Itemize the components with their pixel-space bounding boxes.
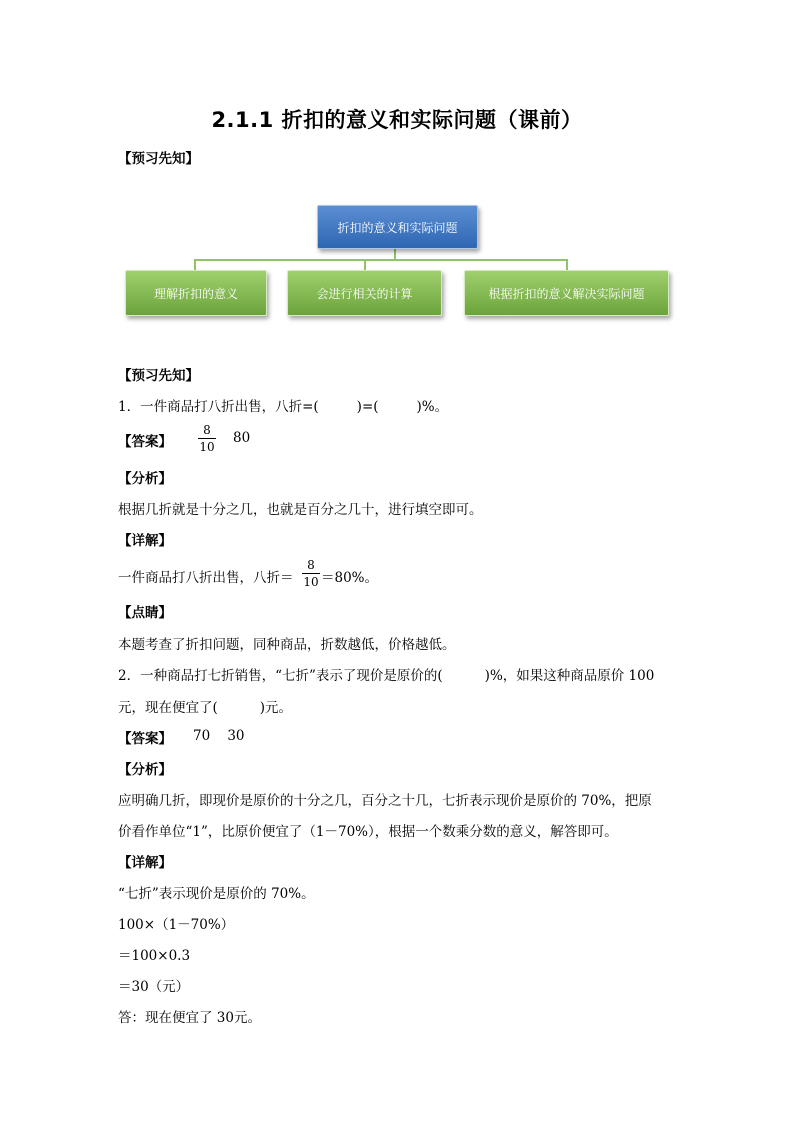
fraction-numerator: 8: [203, 423, 211, 437]
detail-fraction: [302, 558, 320, 589]
answer-label: 【答案】: [118, 731, 172, 747]
comment-text: 本题考查了折扣问题，同种商品，折数越低，价格越低。: [118, 637, 456, 653]
diagram-child-node: 理解折扣的意义: [125, 270, 267, 316]
detail-line: 答：现在便宜了 30元。: [118, 1010, 261, 1026]
analysis-text: 应明确几折，即现价是原价的十分之几，百分之十几，七折表示现价是原价的 70%，把原: [118, 793, 652, 809]
fraction-numerator: 8: [307, 558, 315, 572]
analysis-text: 根据几折就是十分之几，也就是百分之几十，进行填空即可。: [118, 502, 483, 518]
stem-text: )%，如果这种商品原价 100: [484, 668, 655, 684]
section-heading-preview: 【预习先知】: [118, 368, 199, 384]
answer-fraction: [198, 423, 216, 454]
stem-text: )%。: [416, 399, 449, 415]
answer-label: 【答案】: [118, 434, 172, 450]
stem-text: 1．一件商品打八折出售，八折=(: [118, 399, 319, 415]
stem-text: )元。: [259, 700, 293, 716]
answer-value: 80: [233, 430, 251, 446]
comment-label: 【点睛】: [118, 605, 172, 621]
detail-line: ＝30（元）: [118, 979, 190, 995]
connector-line: [194, 259, 568, 261]
stem-text: )=(: [356, 399, 379, 415]
stem-text: 2．一种商品打七折销售，“七折”表示了现价是原价的(: [118, 668, 443, 684]
diagram-root-node: 折扣的意义和实际问题: [317, 205, 478, 249]
detail-line: 100×（1－70%）: [118, 917, 235, 933]
answer-value: 70 30: [193, 728, 245, 744]
question-2-stem: [118, 664, 654, 684]
question-2-stem: [118, 696, 292, 716]
detail-text: 一件商品打八折出售，八折＝: [118, 570, 294, 586]
fraction-denominator: 10: [199, 440, 215, 454]
question-1-stem: [118, 395, 448, 415]
analysis-label: 【分析】: [118, 471, 172, 487]
detail-line: “七折”表示现价是原价的 70%。: [118, 886, 315, 902]
detail-label: 【详解】: [118, 533, 172, 549]
analysis-label: 【分析】: [118, 762, 172, 778]
section-heading-preview: 【预习先知】: [118, 151, 199, 167]
fraction-bar: [302, 573, 320, 574]
fraction-denominator: 10: [303, 575, 319, 589]
detail-line: ＝100×0.3: [118, 948, 191, 964]
diagram-child-node: 根据折扣的意义解决实际问题: [464, 270, 669, 316]
fraction-bar: [198, 438, 216, 439]
page-title: 2.1.1 折扣的意义和实际问题（课前）: [211, 108, 583, 132]
analysis-text: 价看作单位“1”，比原价便宜了（1－70%），根据一个数乘分数的意义，解答即可。: [118, 824, 618, 840]
stem-text: 元，现在便宜了(: [118, 700, 218, 716]
detail-label: 【详解】: [118, 855, 172, 871]
diagram-child-node: 会进行相关的计算: [287, 270, 442, 316]
detail-text: ＝80%。: [321, 570, 379, 586]
